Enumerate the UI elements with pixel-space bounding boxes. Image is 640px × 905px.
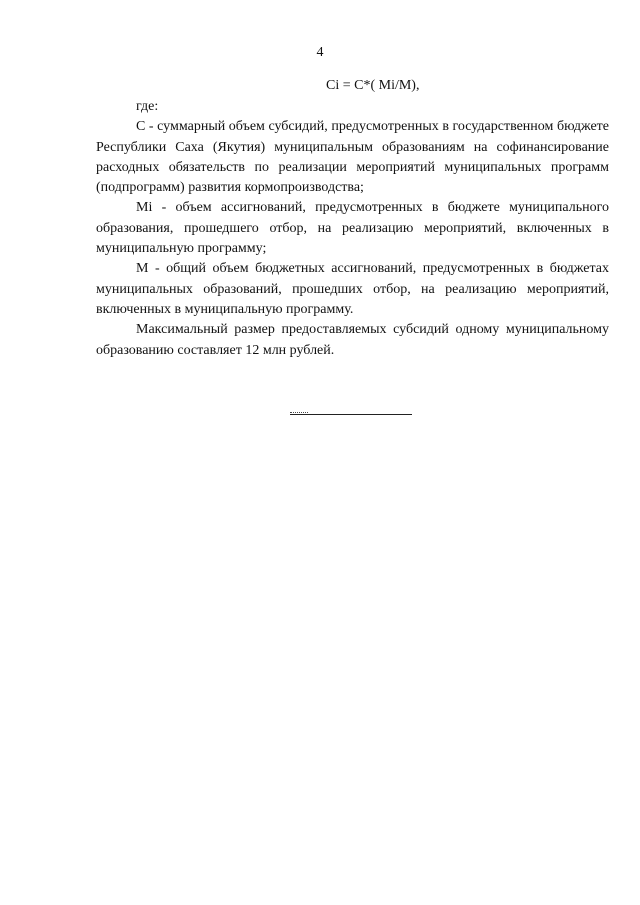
paragraph-definition-c: С - суммарный объем субсидий, предусмотренных в государственном бюджете Республики Саха (Якутия) муниципальным образованиям на софинансирование расходных обязательств по реализации мероприятий муниципальных программ (подпрограмм) развития кормопроизводства; (96, 119, 609, 196)
page-number: 4 (316, 45, 324, 60)
subsidy-formula: Ci = C*( Mi/M), (326, 78, 420, 93)
end-separator-line (290, 414, 412, 415)
document-body (96, 97, 609, 361)
paragraph-definition-m: М - общий объем бюджетных ассигнований, предусмотренных в бюджетах муниципальных образований, прошедших отбор, на реализацию мероприятий, включенных в муниципальную программу. (96, 261, 609, 317)
paragraph-definition-mi: Mi - объем ассигнований, предусмотренных в бюджете муниципального образования, прошедшего отбор, на реализацию мероприятий, включенных в муниципальную программу; (96, 200, 609, 257)
paragraph-maximum-subsidy: Максимальный размер предоставляемых субсидий одному муниципальному образованию составляет 12 млн рублей. (96, 322, 609, 358)
paragraph-where: где: (136, 99, 159, 114)
